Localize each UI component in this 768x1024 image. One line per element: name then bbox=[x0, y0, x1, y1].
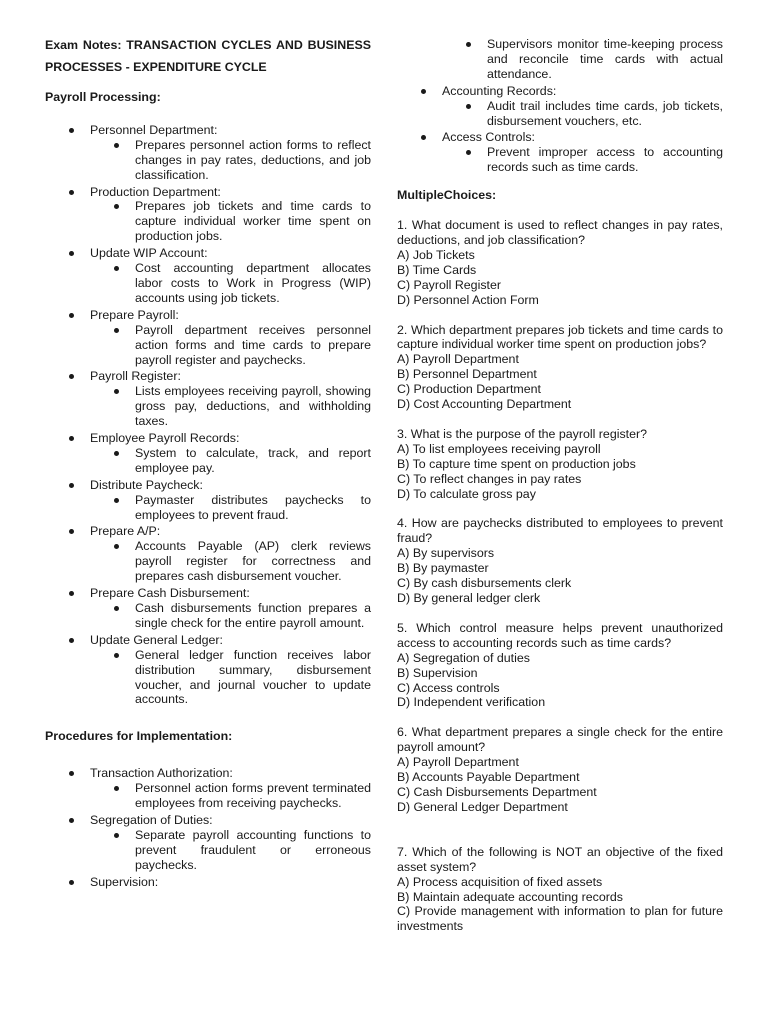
question-text: 7. Which of the following is NOT an objective of the fixed asset system? bbox=[397, 844, 723, 874]
question-text: 4. How are paychecks distributed to employees to prevent fraud? bbox=[397, 516, 723, 546]
payroll-item-detail: Cost accounting department allocates labor costs to Work in Progress (WIP) accounts using job tickets. bbox=[90, 261, 371, 306]
question-text: 5. Which control measure helps prevent unauthorized access to accounting records such as time cards? bbox=[397, 620, 723, 650]
answer-option: B) Supervision bbox=[397, 665, 478, 680]
multiple-choice-heading: MultipleChoices: bbox=[397, 188, 497, 203]
answer-option: A) Segregation of duties bbox=[397, 650, 530, 665]
procedures-list bbox=[45, 766, 371, 889]
answer-option: D) To calculate gross pay bbox=[397, 486, 536, 501]
answer-option: A) Payroll Department bbox=[397, 755, 519, 770]
payroll-item-detail: Cash disbursements function prepares a single check for the entire payroll amount. bbox=[90, 601, 371, 631]
question-text: 1. What document is used to reflect changes in pay rates, deductions, and job classification? bbox=[397, 218, 723, 247]
question-text: 3. What is the purpose of the payroll register? bbox=[397, 426, 648, 441]
left-column bbox=[45, 0, 371, 890]
procedure-item-authorization: Transaction Authorization: Personnel action forms prevent terminated employees from receiving paychecks. bbox=[45, 766, 371, 811]
procedure-item-supervision: Supervision: bbox=[45, 875, 371, 890]
payroll-item-register: Payroll Register: Lists employees receiving payroll, showing gross pay, deductions, and withholding taxes. bbox=[45, 369, 371, 429]
question-2 bbox=[397, 323, 723, 412]
answer-option: A) Payroll Department bbox=[397, 352, 519, 367]
procedure-item-segregation: Segregation of Duties: Separate payroll accounting functions to prevent fraudulent or erroneous paychecks. bbox=[45, 813, 371, 873]
answer-option: C) Payroll Register bbox=[397, 277, 501, 292]
payroll-processing-heading: Payroll Processing: bbox=[45, 90, 161, 104]
question-5 bbox=[397, 621, 723, 710]
question-3 bbox=[397, 427, 723, 502]
payroll-item-detail: System to calculate, track, and report employee pay. bbox=[90, 446, 371, 476]
payroll-processing-list bbox=[45, 123, 371, 707]
question-text: 6. What department prepares a single check for the entire payroll amount? bbox=[397, 725, 723, 755]
payroll-item-wip: Update WIP Account: Cost accounting department allocates labor costs to Work in Progress (WIP) accounts using job tickets. bbox=[45, 246, 371, 306]
payroll-item-distribute: Distribute Paycheck: Paymaster distributes paychecks to employees to prevent fraud. bbox=[45, 478, 371, 523]
answer-option: B) By paymaster bbox=[397, 561, 489, 576]
answer-option: C) Cash Disbursements Department bbox=[397, 784, 597, 799]
question-text: 2. Which department prepares job tickets and time cards to capture individual worker time spent on production jobs? bbox=[397, 322, 723, 352]
payroll-item-prepare-payroll: Prepare Payroll: Payroll department receives personnel action forms and time cards to prepare payroll register and paychecks. bbox=[45, 308, 371, 368]
payroll-item-detail: Paymaster distributes paychecks to employees to prevent fraud. bbox=[90, 493, 371, 523]
right-column bbox=[397, 38, 723, 934]
answer-option: C) By cash disbursements clerk bbox=[397, 576, 572, 591]
question-1 bbox=[397, 218, 723, 307]
payroll-item-employee-records: Employee Payroll Records: System to calculate, track, and report employee pay. bbox=[45, 431, 371, 476]
question-4 bbox=[397, 516, 723, 605]
answer-option: C) To reflect changes in pay rates bbox=[397, 471, 582, 486]
answer-option: A) Job Tickets bbox=[397, 247, 475, 262]
answer-option: D) By general ledger clerk bbox=[397, 591, 541, 605]
procedures-heading: Procedures for Implementation: bbox=[45, 729, 233, 744]
answer-option: C) Production Department bbox=[397, 382, 541, 397]
answer-option: C) Access controls bbox=[397, 680, 500, 695]
payroll-item-personnel: Personnel Department: Prepares personnel action forms to reflect changes in pay rates, deductions, and job classification. bbox=[45, 123, 371, 183]
procedure-item-detail: Audit trail includes time cards, job tickets, disbursement vouchers, etc. bbox=[442, 99, 723, 129]
answer-option: D) Independent verification bbox=[397, 695, 546, 710]
procedure-item-supervision-continued bbox=[397, 37, 723, 82]
answer-option: C) Provide management with information to plan for future investments bbox=[397, 904, 723, 934]
payroll-item-detail: General ledger function receives labor distribution summary, disbursement voucher, and journal voucher to update accounts. bbox=[90, 648, 371, 708]
document-title: Exam Notes: TRANSACTION CYCLES AND BUSINESS PROCESSES - EXPENDITURE CYCLE bbox=[45, 38, 371, 74]
answer-option: D) General Ledger Department bbox=[397, 799, 568, 814]
answer-option: D) Cost Accounting Department bbox=[397, 397, 572, 412]
procedures-list-continued bbox=[397, 37, 723, 175]
procedure-item-detail: Separate payroll accounting functions to prevent fraudulent or erroneous paychecks. bbox=[90, 828, 371, 873]
procedure-item-detail: Prevent improper access to accounting records such as time cards. bbox=[442, 145, 723, 175]
procedure-item-detail: Supervisors monitor time-keeping process and reconcile time cards with actual attendance. bbox=[442, 37, 723, 82]
payroll-item-detail: Lists employees receiving payroll, showing gross pay, deductions, and withholding taxes. bbox=[90, 384, 371, 429]
answer-option: D) Personnel Action Form bbox=[397, 292, 539, 307]
procedure-item-access-controls: Access Controls: Prevent improper access to accounting records such as time cards. bbox=[397, 130, 723, 175]
question-6 bbox=[397, 725, 723, 814]
question-7 bbox=[397, 845, 723, 934]
procedure-item-detail: Personnel action forms prevent terminated employees from receiving paychecks. bbox=[90, 781, 371, 811]
payroll-item-detail: Accounts Payable (AP) clerk reviews payroll register for correctness and prepares cash disbursement voucher. bbox=[90, 539, 371, 584]
payroll-item-cash-disbursement: Prepare Cash Disbursement: Cash disbursements function prepares a single check for the entire payroll amount. bbox=[45, 586, 371, 631]
payroll-item-detail: Prepares personnel action forms to reflect changes in pay rates, deductions, and job classification. bbox=[90, 138, 371, 183]
payroll-item-detail: Payroll department receives personnel action forms and time cards to prepare payroll register and paychecks. bbox=[90, 323, 371, 368]
answer-option: A) To list employees receiving payroll bbox=[397, 441, 601, 456]
payroll-item-prepare-ap: Prepare A/P: Accounts Payable (AP) clerk reviews payroll register for correctness and prepares cash disbursement voucher. bbox=[45, 524, 371, 584]
payroll-item-detail: Prepares job tickets and time cards to capture individual worker time spent on production jobs. bbox=[90, 199, 371, 244]
answer-option: A) Process acquisition of fixed assets bbox=[397, 874, 603, 889]
payroll-item-production: Production Department: Prepares job tickets and time cards to capture individual worker time spent on production jobs. bbox=[45, 185, 371, 245]
answer-option: B) Maintain adequate accounting records bbox=[397, 889, 623, 904]
answer-option: A) By supervisors bbox=[397, 546, 495, 561]
answer-option: B) To capture time spent on production jobs bbox=[397, 456, 636, 471]
answer-option: B) Time Cards bbox=[397, 262, 477, 277]
answer-option: B) Accounts Payable Department bbox=[397, 770, 580, 785]
answer-option: B) Personnel Department bbox=[397, 367, 537, 382]
payroll-item-general-ledger: Update General Ledger: General ledger function receives labor distribution summary, disbursement voucher, and journal voucher to update accounts. bbox=[45, 633, 371, 708]
procedure-item-accounting-records: Accounting Records: Audit trail includes time cards, job tickets, disbursement vouchers, etc. bbox=[397, 84, 723, 129]
